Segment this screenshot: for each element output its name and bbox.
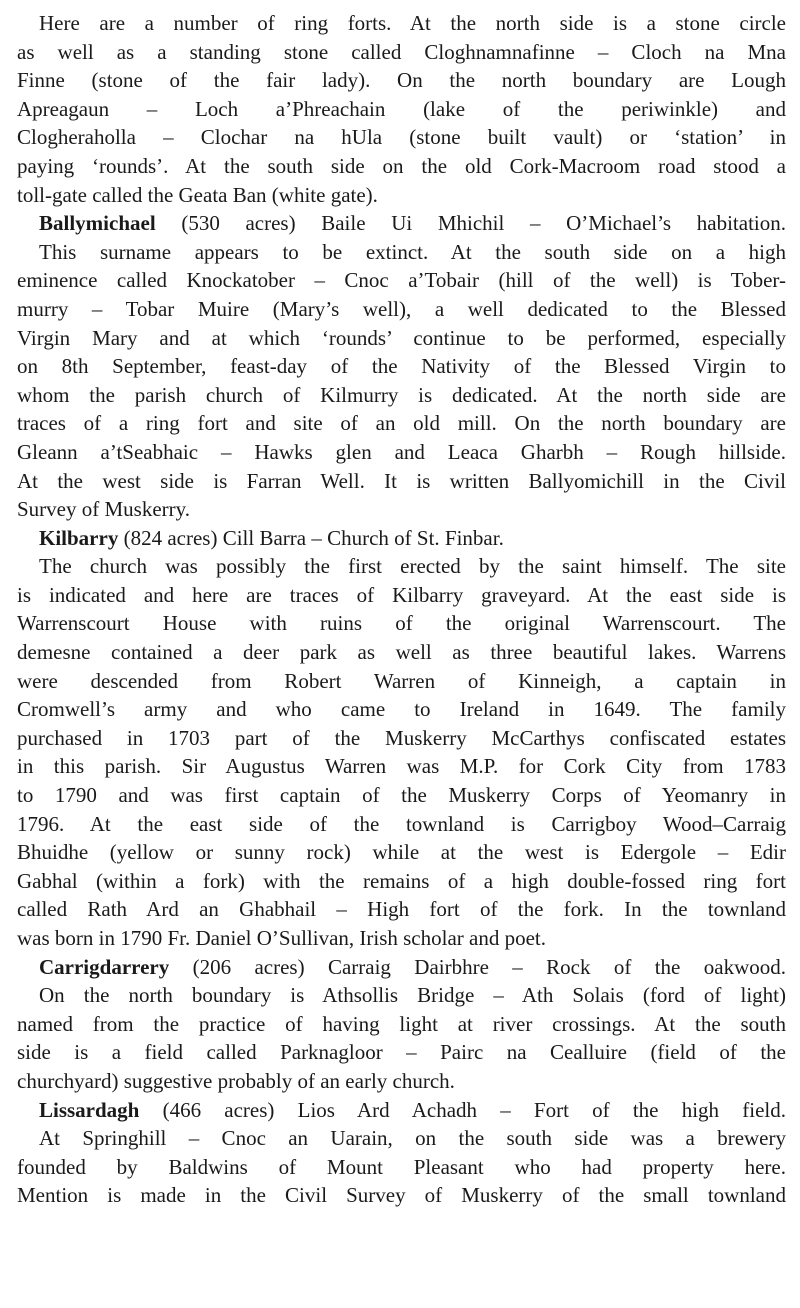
line-text: side is a field called Parknagloor – Pairc na Cealluire (field of the [17,1040,786,1065]
text-line [17,1038,786,1067]
text-line [17,266,786,295]
line-text: Here are a number of ring forts. At the north side is a stone circle [39,11,786,35]
text-line [17,1067,786,1096]
text-line [17,724,786,753]
text-line [17,752,786,781]
line-text: Gleann a’tSeabhaic – Hawks glen and Leaca Gharbh – Rough hillside. [17,439,786,464]
line-text: in this parish. Sir Augustus Warren was M.P. for Cork City from 1783 [17,754,786,779]
line-text: to 1790 and was first captain of the Muskerry Corps of Yeomanry in [17,783,786,808]
line-text: (530 acres) Baile Ui Mhichil – O’Michael’s habitation. [155,211,786,236]
line-text: Apreagaun – Loch a’Phreachain (lake of the periwinkle) and [17,96,786,121]
line-text: (466 acres) Lios Ard Achadh – Fort of the high field. [139,1097,786,1122]
line-text: Mention is made in the Civil Survey of Muskerry of the small townland [17,1183,786,1208]
line-text: Cromwell’s army and who came to Ireland in 1649. The family [17,697,786,722]
text-line [17,467,786,496]
text-line [17,152,786,181]
text-line [17,638,786,667]
line-text: Finne (stone of the fair lady). On the north boundary are Lough [17,68,786,93]
text-line [17,1181,786,1210]
line-text: Bhuidhe (yellow or sunny rock) while at the west is Edergole – Edir [17,840,786,865]
text-line [17,838,786,867]
text-line [17,524,786,553]
line-text: Virgin Mary and at which ‘rounds’ continue to be performed, especially [17,325,786,350]
line-text: is indicated and here are traces of Kilbarry graveyard. At the east side is [17,582,786,607]
text-line [17,953,786,982]
townland-heading: Lissardagh [39,1097,140,1122]
line-text: were descended from Robert Warren of Kinneigh, a captain in [17,668,786,693]
line-text: This surname appears to be extinct. At the south side on a high [39,239,786,264]
text-line [17,324,786,353]
text-line [17,1124,786,1153]
text-line [17,409,786,438]
text-line [17,552,786,581]
text-line [17,495,786,524]
line-text: eminence called Knockatober – Cnoc a’Tobair (hill of the well) is Tober- [17,268,786,293]
text-line [17,1153,786,1182]
line-text: On the north boundary is Athsollis Bridge – Ath Solais (ford of light) [39,983,786,1008]
text-line [17,381,786,410]
text-line [17,238,786,267]
text-line [17,9,786,38]
line-text: paying ‘rounds’. At the south side on the old Cork-Macroom road stood a [17,153,786,178]
text-line [17,924,786,953]
text-line [17,352,786,381]
line-text: founded by Baldwins of Mount Pleasant who had property here. [17,1154,786,1179]
line-text: 1796. At the east side of the townland is Carrigboy Wood–Carraig [17,811,786,836]
text-line [17,810,786,839]
line-text: demesne contained a deer park as well as three beautiful lakes. Warrens [17,640,786,665]
line-text: murry – Tobar Muire (Mary’s well), a well dedicated to the Blessed [17,296,786,321]
townland-heading: Kilbarry [39,525,119,550]
text-line [17,695,786,724]
line-text: traces of a ring fort and site of an old mill. On the north boundary are [17,411,786,436]
line-text: purchased in 1703 part of the Muskerry McCarthys confiscated estates [17,725,786,750]
text-line [17,867,786,896]
text-line [17,181,786,210]
line-text: Gabhal (within a fork) with the remains of a high double-fossed ring fort [17,868,786,893]
text-line [17,581,786,610]
line-text: as well as a standing stone called Cloghnamnafinne – Cloch na Mna [17,39,786,64]
townland-heading: Carrigdarrery [39,954,170,979]
line-text: The church was possibly the first erected by the saint himself. The site [39,554,786,579]
text-line [17,66,786,95]
line-text: At the west side is Farran Well. It is written Ballyomichill in the Civil [17,468,786,493]
text-line [17,95,786,124]
line-text: Survey of Muskerry. [17,497,191,522]
text-line [17,438,786,467]
line-text: (824 acres) Cill Barra – Church of St. Finbar. [118,525,504,550]
text-line [17,1096,786,1125]
line-text: (206 acres) Carraig Dairbhre – Rock of the oakwood. [169,954,786,979]
townland-heading: Ballymichael [39,211,156,236]
line-text: was born in 1790 Fr. Daniel O’Sullivan, Irish scholar and poet. [17,926,546,950]
line-text: Warrenscourt House with ruins of the original Warrenscourt. The [17,611,786,636]
line-text: whom the parish church of Kilmurry is dedicated. At the north side are [17,382,786,407]
text-line [17,295,786,324]
line-text: churchyard) suggestive probably of an early church. [17,1068,455,1093]
line-text: At Springhill – Cnoc an Uarain, on the south side was a brewery [39,1126,786,1151]
text-line [17,667,786,696]
text-line [17,981,786,1010]
text-line [17,781,786,810]
line-text: on 8th September, feast-day of the Nativity of the Blessed Virgin to [17,354,786,379]
line-text: called Rath Ard an Ghabhail – High fort of the fork. In the townland [17,897,786,922]
text-line [17,1010,786,1039]
text-line [17,609,786,638]
line-text: toll-gate called the Geata Ban (white gate). [17,182,378,207]
line-text: named from the practice of having light at river crossings. At the south [17,1011,786,1036]
text-line [17,123,786,152]
line-text: Clogheraholla – Clochar na hUla (stone built vault) or ‘station’ in [17,125,786,150]
text-line [17,895,786,924]
text-line [17,38,786,67]
text-line [17,209,786,238]
